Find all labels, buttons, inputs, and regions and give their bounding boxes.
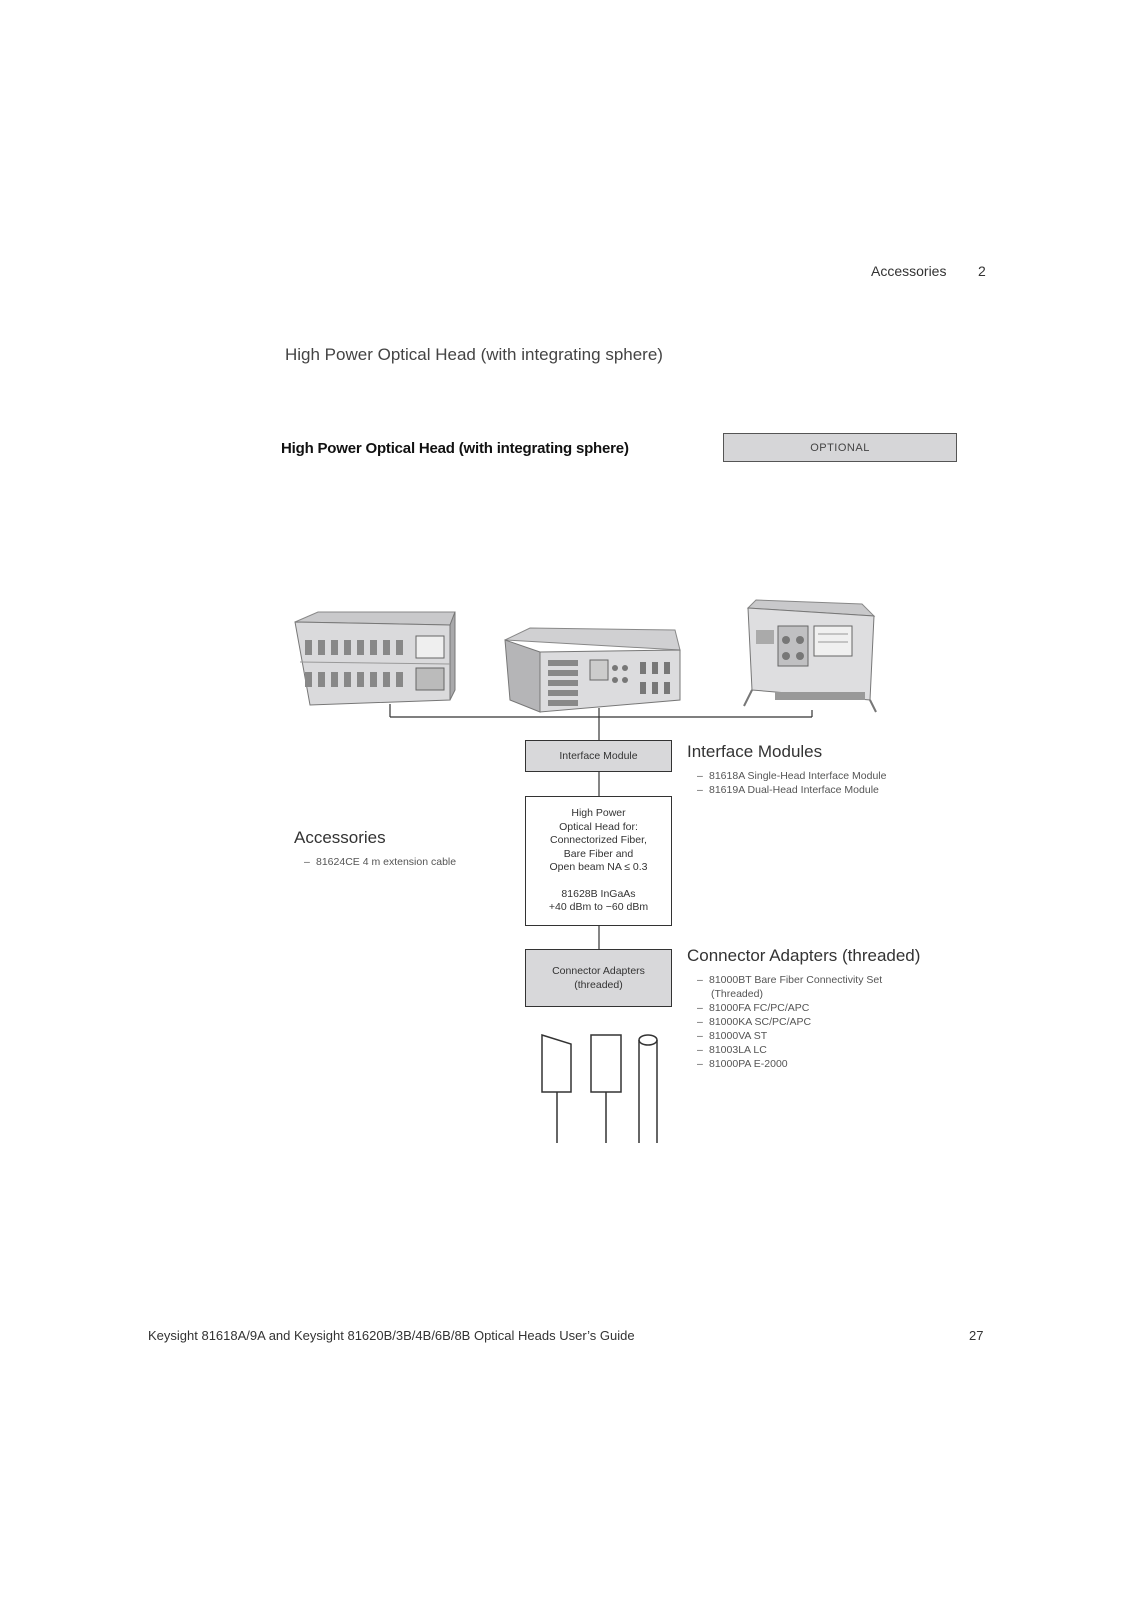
connector-adapters-line-1: Connector Adapters: [552, 965, 645, 977]
running-header-section: Accessories: [871, 263, 947, 279]
optional-label: OPTIONAL: [810, 441, 870, 454]
section-title: High Power Optical Head (with integrating sphere): [285, 345, 663, 364]
list-item: – 81000VA ST: [697, 1029, 882, 1043]
list-item: – 81618A Single-Head Interface Module: [697, 769, 886, 783]
connector-adapter-symbols: [542, 1035, 657, 1143]
list-item: – 81619A Dual-Head Interface Module: [697, 783, 886, 797]
list-item-text: 81000BT Bare Fiber Connectivity Set: [709, 974, 883, 986]
optical-head-model: 81628B InGaAs: [561, 887, 636, 900]
list-item: [697, 973, 882, 1001]
optical-head-line-1: High Power: [571, 807, 626, 819]
optical-head-line-3: Connectorized Fiber,: [550, 834, 647, 846]
benchtop-instrument-illustration: [744, 600, 876, 712]
interface-module-label: Interface Module: [559, 750, 638, 762]
running-header-chapter: 2: [978, 263, 986, 279]
optical-head-line-4: Bare Fiber and: [563, 847, 634, 860]
diagram-title: High Power Optical Head (with integrating sphere): [281, 440, 629, 457]
list-item: – 81000FA FC/PC/APC: [697, 1001, 882, 1015]
page-number: 27: [969, 1328, 984, 1343]
interface-modules-list: [697, 769, 886, 797]
list-item: – 81000PA E-2000: [697, 1057, 882, 1071]
list-item-continuation: (Threaded): [711, 988, 763, 1000]
connector-adapters-box: [525, 949, 672, 1007]
mainframe-left-illustration: [295, 612, 455, 705]
list-item: – 81003LA LC: [697, 1043, 882, 1057]
footer-title: Keysight 81618A/9A and Keysight 81620B/3B/4B/6B/8B Optical Heads User’s Guide: [148, 1328, 635, 1343]
list-item: – 81000KA SC/PC/APC: [697, 1015, 882, 1029]
optical-head-box: [525, 796, 672, 926]
connector-adapters-heading: Connector Adapters (threaded): [687, 946, 921, 965]
connector-adapters-list: [697, 973, 882, 1071]
accessories-list: [304, 855, 456, 869]
optical-head-range: +40 dBm to −60 dBm: [548, 901, 649, 913]
mainframe-center-illustration: [505, 628, 680, 712]
optical-head-line-5: Open beam NA ≤ 0.3: [549, 861, 648, 873]
connector-adapters-line-2: (threaded): [574, 978, 623, 991]
list-item: – 81624CE 4 m extension cable: [304, 855, 456, 869]
interface-module-box: [525, 740, 672, 772]
accessories-heading: Accessories: [294, 828, 386, 847]
interface-modules-heading: Interface Modules: [687, 742, 823, 761]
optical-head-line-2: Optical Head for:: [559, 820, 638, 833]
